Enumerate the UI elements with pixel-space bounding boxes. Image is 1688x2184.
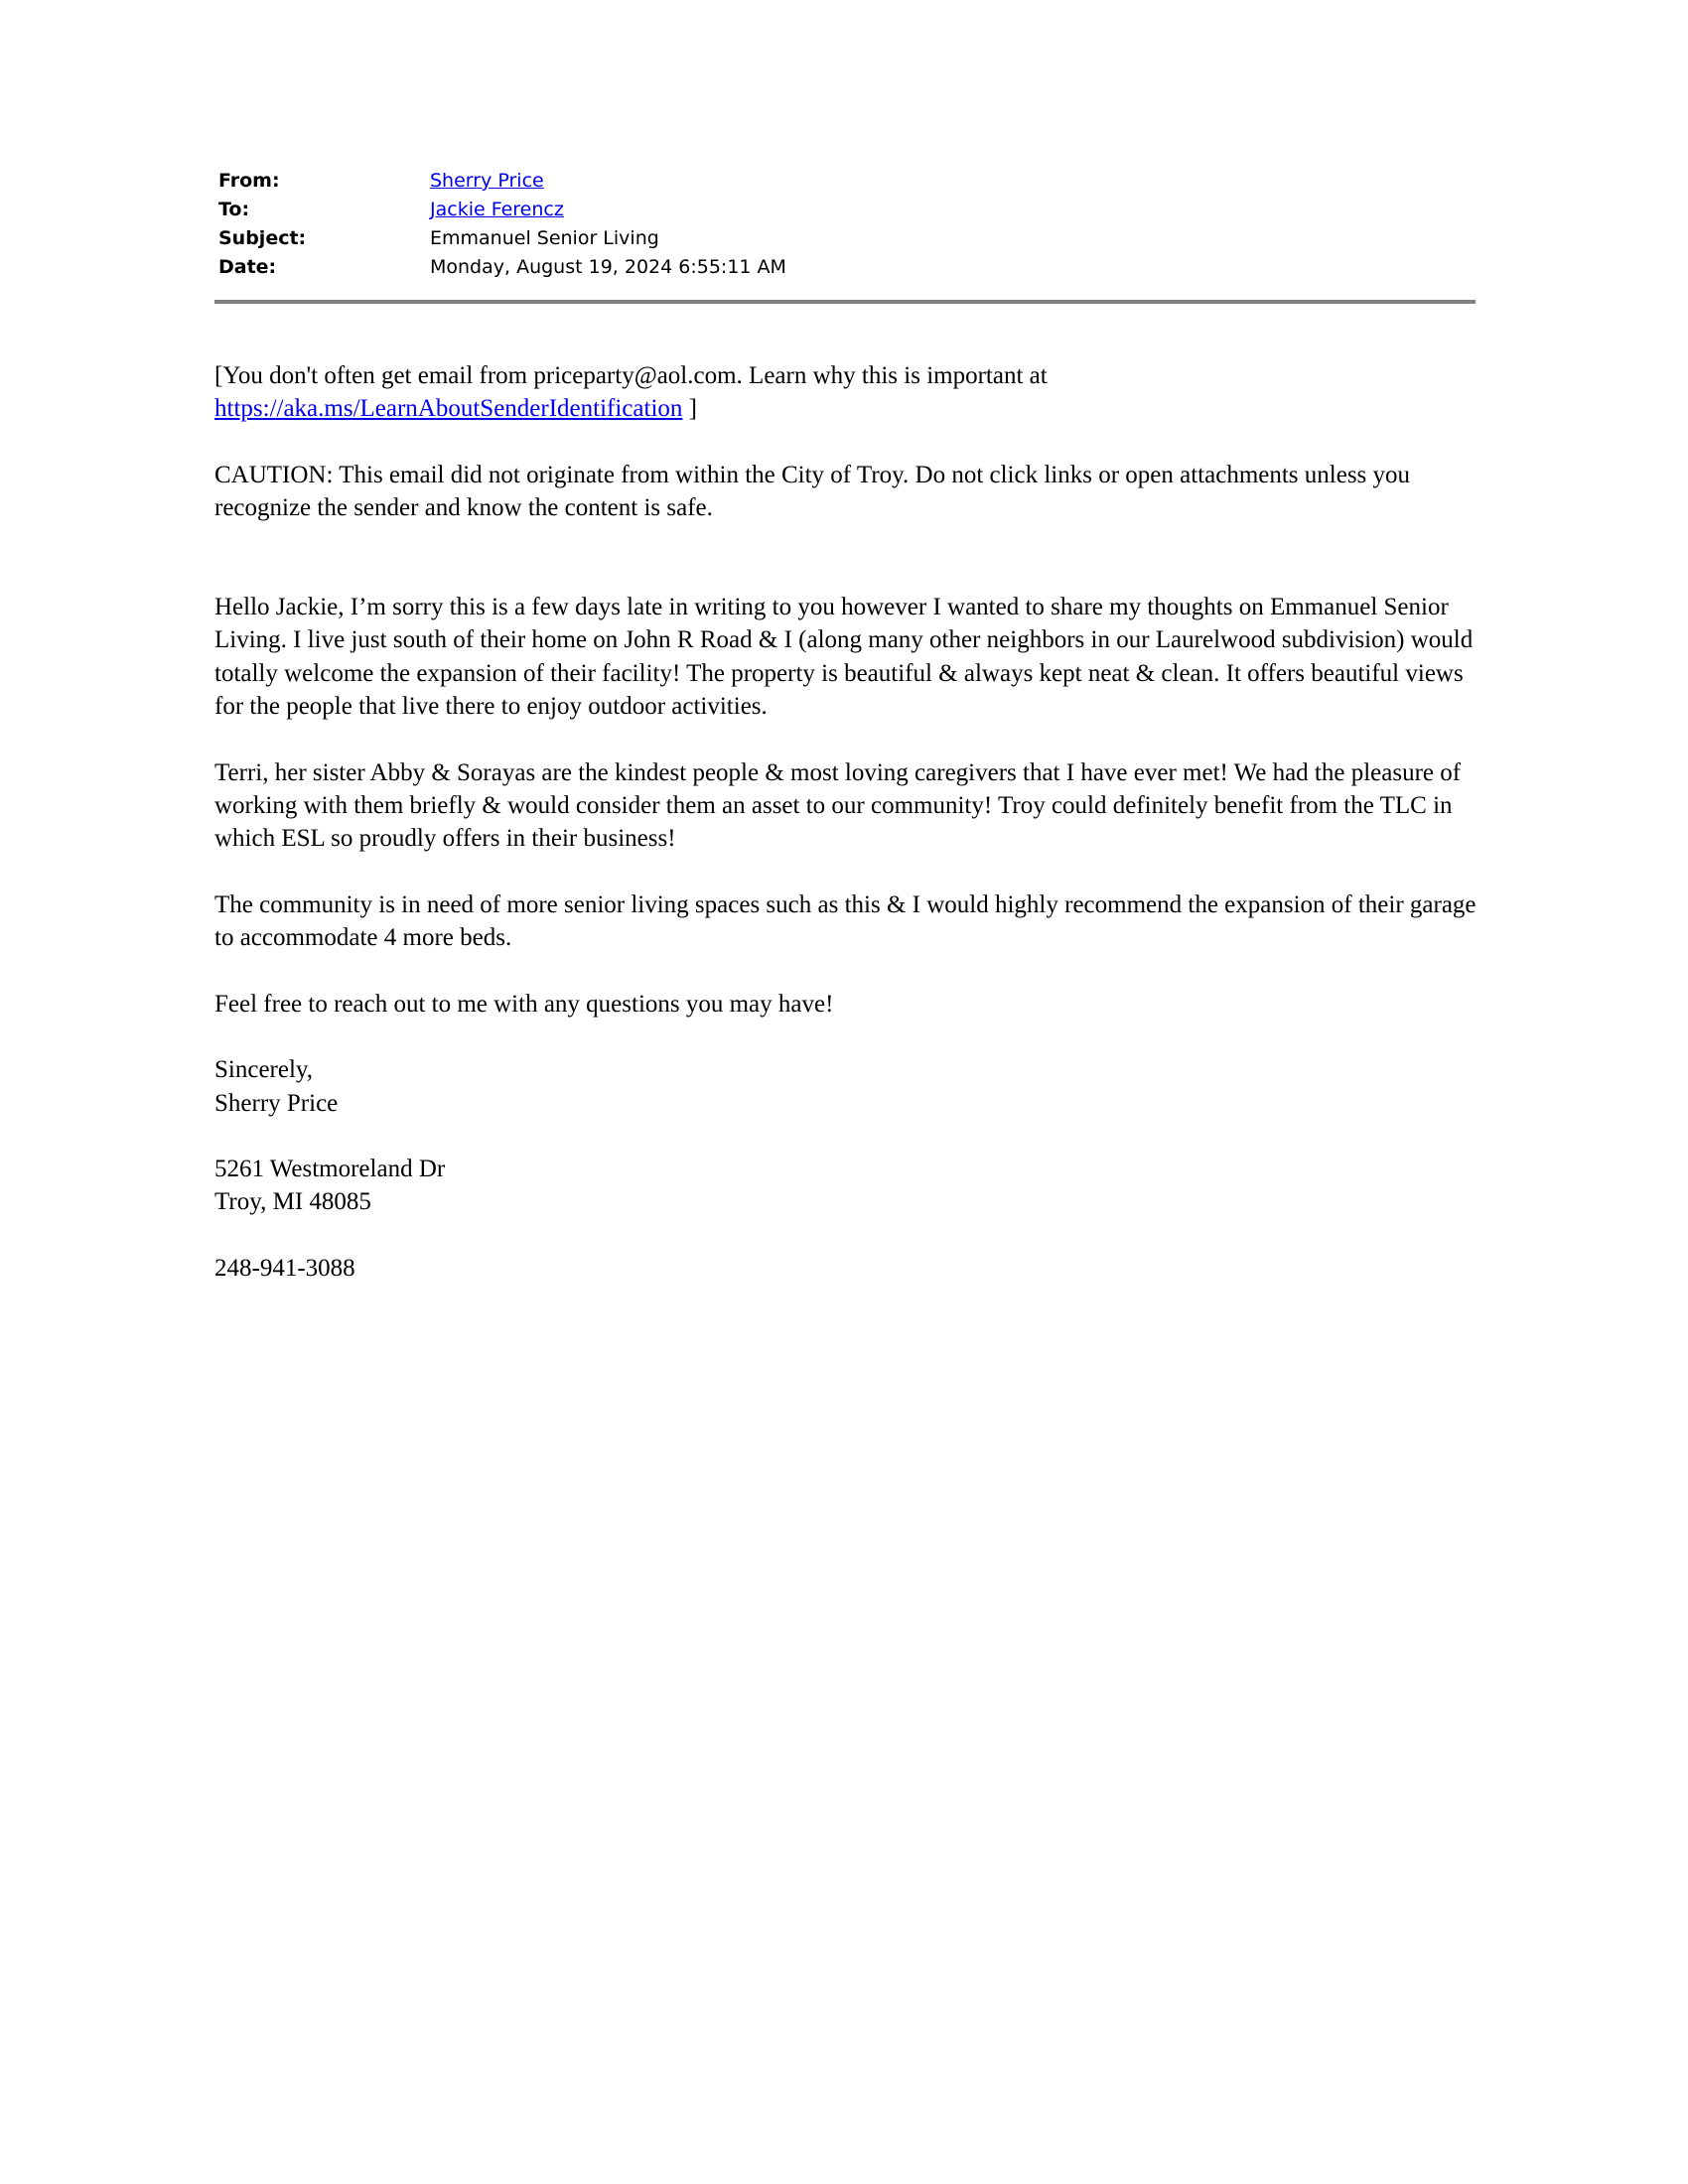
signature-block	[214, 1053, 1495, 1120]
sender-notice	[214, 359, 1495, 426]
address-line-1: 5261 Westmoreland Dr	[214, 1156, 446, 1183]
body-paragraph: Feel free to reach out to me with any questions you may have!	[214, 990, 834, 1018]
from-link[interactable]: Sherry Price	[430, 170, 544, 192]
signature-phone: 248-941-3088	[214, 1255, 355, 1283]
body-paragraph: Hello Jackie, I’m sorry this is a few days late in writing to you however I wanted to share my thoughts on Emmanuel Senior Living. I live just south of their home on John R Road & I (along many other neighbors in our Laurelwood subdivision) would totally welcome the expansion of their facility! The property is beautiful & always kept neat & clean. It offers beautiful views for the people that live there to enjoy outdoor activities.	[214, 594, 1474, 720]
caution-notice: CAUTION: This email did not originate from within the City of Troy. Do not click links or open attachments unless you recognize the sender and know the content is safe.	[214, 461, 1411, 522]
subject-label: Subject:	[218, 227, 307, 249]
to-row	[218, 196, 1479, 224]
email-body	[214, 359, 1495, 1318]
to-label: To:	[218, 199, 250, 220]
subject-value: Emmanuel Senior Living	[430, 227, 659, 249]
subject-row	[218, 224, 1479, 253]
header-divider	[214, 300, 1476, 304]
signature-name: Sherry Price	[214, 1089, 339, 1117]
to-link[interactable]: Jackie Ferencz	[430, 199, 564, 220]
spacer	[214, 558, 1495, 591]
date-row	[218, 253, 1479, 282]
from-label: From:	[218, 170, 280, 192]
signature-address	[214, 1153, 1495, 1219]
date-label: Date:	[218, 256, 277, 278]
sender-identification-link[interactable]: https://aka.ms/LearnAboutSenderIdentification	[214, 395, 683, 423]
body-paragraph: Terri, her sister Abby & Sorayas are the kindest people & most loving caregivers that I have ever met! We had the pleasure of working with them briefly & would consider them an asset to our community! Troy could definitely benefit from the TLC in which ESL so proudly offers in their business!	[214, 758, 1462, 853]
body-paragraph: The community is in need of more senior living spaces such as this & I would highly recommend the expansion of their garage to accommodate 4 more beds.	[214, 890, 1477, 952]
sender-notice-text: [You don't often get email from priceparty@aol.com. Learn why this is important at	[214, 362, 1048, 389]
from-row	[218, 167, 1479, 196]
email-header	[218, 167, 1479, 282]
signature-closing: Sincerely,	[214, 1056, 314, 1084]
sender-notice-close: ]	[682, 395, 697, 423]
address-line-2: Troy, MI 48085	[214, 1188, 371, 1216]
date-value: Monday, August 19, 2024 6:55:11 AM	[430, 256, 786, 278]
